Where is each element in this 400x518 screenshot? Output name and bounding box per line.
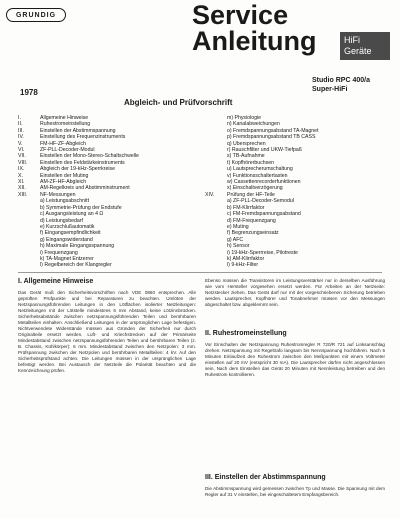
category-badge-line1: HiFi	[344, 35, 360, 45]
model-class: Super-HiFi	[312, 86, 348, 93]
toc-entry-label: b) Symmetrie-Prüfung der Endstufe	[40, 204, 122, 211]
section-divider	[18, 272, 382, 273]
toc-entry-label: n) Kanalabweichungen	[227, 121, 280, 128]
toc-entry-label: m) Physiologie	[227, 115, 262, 121]
toc-entry-number: IV.	[18, 134, 24, 141]
section-text-abstimm: Die Abstimmspannung wird gemessen zwischen Tp und Masse. Die Spannung mit dem Regler auf 31 V einstellen, bei eingeschaltetem Empfangsbereich.	[205, 486, 385, 497]
toc-entry-label: Ruhestromeinstellung	[40, 121, 91, 128]
toc-entry-label: u) Lautsprecherumschaltung	[227, 166, 293, 173]
toc-entry-number: XI.	[18, 179, 25, 186]
toc-entry-label: f) Eingangsempfindlichkeit	[40, 230, 101, 237]
toc-entry-label: AM-ZF-HF-Abgleich	[40, 179, 87, 186]
toc-entry-label: e) Kurzschlußautomatik	[40, 223, 95, 230]
brand-logo	[6, 8, 66, 22]
toc-entry-label: Einstellen der Abstimmspannung	[40, 127, 116, 134]
toc-entry-label: Allgemeine Hinweise	[40, 115, 89, 121]
toc-entry-label: h) Sensor	[227, 243, 250, 250]
toc-entry-label: s) TB-Aufnahme	[227, 153, 265, 160]
toc-entry-number: I.	[18, 115, 21, 121]
toc-entry-label: i) 19-kHz-Sperrreise, Pilotreste	[227, 249, 298, 256]
section-text-allgemeine: Das Gerät muß den Sicherheitsvorschriften nach VDE 0860 entsprechen. Alle geprüften Prüfpunkte und bei Reparaturen zu beachten. Umlöten der Netzspannungsführenden Leitungen in den Lötflächen isolierter Netzleitungen: Netzleitungen mit der Lötstelle mindestens 6 mm Abstand, keine Lötzinnbrücken. Sicherheitsabstände zwischen netzspannungsführenden Teilen und berührbaren Metallteilen einhalten. Anschließend Leitungen in der ursprünglichen Lage befestigen. Nichtverwendete Widerstände müssen aus Gründen der Sicherheit nur durch Originalteile ersetzt werden. Luft- und Kriechstrecken auf der Primärseite Mindestabstand zwischen netzspannungsführenden Teilen und berührbaren Teilen (z. B. Chassis, Kühlkörper): 6 mm. Mindestabstand zwischen den Netzpolen: 3 mm. Prüfspannung zwischen der Netzpolen und berührbaren Metallteilen: 4 kV. Auf den Sicherheitsprüfstand achten. Die Leitungen müssen in der ursprünglichen Lage befestigt werden. Bei Austausch der Netzteile die Polarität beachten und die Kennzeichnung prüfen.	[18, 290, 196, 373]
toc-entry-label: i) Frequenzgang	[40, 249, 78, 256]
model-name: Studio RPC 400/a	[312, 77, 370, 84]
toc-entry-label: k) TA-Magnet Entzerrer	[40, 255, 94, 262]
toc-entry-label: ZF-PLL-Decoder-Modul	[40, 147, 95, 154]
toc-left-column	[18, 115, 198, 269]
section-heading-allgemeine: I. Allgemeine Hinweise	[18, 278, 94, 285]
doc-year: 1978	[20, 88, 38, 97]
toc-entry-label: c) Ausgangsleistung an 4 Ω	[40, 211, 104, 218]
toc-entry-label: w) Cassettenrecorderfunktionen	[227, 179, 301, 186]
toc-entry-number: VII.	[18, 153, 26, 160]
toc-entry-label: Abgleich der 19-kHz-Sperrkreise	[40, 166, 115, 173]
toc-entry-label: x) Einschaltverzögerung	[227, 185, 283, 192]
toc-entry-label: Einstellen der Mono-Stereo-Schaltschwelle	[40, 153, 139, 160]
toc-entry-label: b) FM-Klirrfaktor	[227, 204, 265, 211]
toc-entry-label: a) ZF-PLL-Decoder-Semodul	[227, 198, 294, 205]
toc-entry-label: d) FM-Frequenzgang	[227, 217, 276, 224]
toc-entry-label: NF-Messungen	[40, 191, 76, 198]
toc-entry-label: r) Rauschfilter und UKW-Tiefpaß	[227, 147, 302, 154]
toc-entry-label: AM-Regelkreis und Abstimminstrument	[40, 185, 130, 192]
doc-title-line2: Anleitung	[192, 26, 317, 56]
toc-entry-number: XIV.	[205, 191, 215, 198]
toc-entry-number: XII.	[18, 185, 26, 192]
toc-entry-label: e) Muting	[227, 223, 249, 230]
toc-entry-label: g) AFC	[227, 236, 244, 243]
toc-entry-label: h) Maximale Eingangsspannung	[40, 243, 115, 250]
toc-entry	[205, 262, 385, 268]
toc-entry-number: II.	[18, 121, 23, 128]
toc-entry-label: Prüfung der HF-Teile	[227, 191, 275, 198]
toc-entry-label: Einstellung des Frequenzinstruments	[40, 134, 126, 141]
toc-entry	[18, 262, 198, 268]
toc-entry-number: VI.	[18, 147, 25, 154]
section-heading-abstimm: III. Einstellen der Abstimmspannung	[205, 474, 326, 481]
toc-entry-label: p) Fremdspannungsabstand TB CASS	[227, 134, 316, 141]
section-heading-ruhestrom: II. Ruhestromeinstellung	[205, 330, 287, 337]
toc-entry-label: g) Eingangswiderstand	[40, 236, 93, 243]
toc-entry-label: l) Regelbereich der Klangregler	[40, 262, 112, 269]
doc-title-line1: Service	[192, 0, 289, 30]
category-badge-line2: Geräte	[344, 46, 372, 56]
toc-entry-label: o) Fremdspannungsabstand TA-Magnet	[227, 127, 319, 134]
toc-entry-number: X.	[18, 172, 23, 179]
toc-entry-label: f) Begrenzungseinsatz	[227, 230, 279, 237]
section-text-continuation: Ebenso müssen die Transistoren im Leistungsverstärker nur in derselben Ausführung wie vom Hersteller vorgesehen ersetzt werden. Für Arbeiten an der Netzseite: Netzstecker ziehen. Das Gerät darf nur mit der vorgeschriebenen Sicherung betrieben werden. Lautsprecher, Kopfhörer und Tonabnehmer müssen vor den Messungen abgeschaltet bzw. abgeklemmt sein.	[205, 278, 385, 307]
toc-entry-number: V.	[18, 140, 23, 147]
toc-entry-number: VIII.	[18, 159, 28, 166]
toc-entry-number: IX.	[18, 166, 25, 173]
toc-entry-label: k) AM-Klirrfaktor	[227, 255, 265, 262]
section-text-ruhestrom: Vor Einschalten der Netzspannung Ruhestromregler R 720/R 721 auf Linksanschlag drehen. Netzspannung mit Regeltrafo langsam bis Nennspannung hochfahren. Nach 5 Minuten Einlaufzeit den Ruhestrom zwischen den Meßpunkten mit einem Voltmeter einstellen auf 20 mV (entspricht 30 mA). Die Lautsprecher dürfen nicht angeschlossen sein. Nach dem Einstellen das Gerät 20 Minuten mit Nennleistung betreiben und den Ruhestrom kontrollieren.	[205, 342, 385, 377]
toc-entry-label: a) Leistungsabschnitt	[40, 198, 90, 205]
toc-entry-label: t) Kopfhörerbuchsen	[227, 159, 275, 166]
toc-entry-label: c) FM-Fremdspannungsabstand	[227, 211, 301, 218]
toc-entry-number: III.	[18, 127, 24, 134]
model-info	[312, 76, 370, 94]
toc-entry-label: FM-HF-ZF-Abgleich	[40, 140, 86, 147]
toc-entry-label: Einstellen des Feldstärkeinstruments	[40, 159, 125, 166]
toc-entry-label: d) Leistungsbedarf	[40, 217, 83, 224]
toc-entry-label: Einstellen der Muting	[40, 172, 89, 179]
brand-logo-text: GRUNDIG	[15, 11, 57, 19]
toc-right-column	[205, 115, 385, 269]
doc-subtitle: Abgleich- und Prüfvorschrift	[124, 98, 233, 107]
toc-entry-label: l) 9-kHz-Filter	[227, 262, 259, 269]
toc-entry-number	[205, 262, 227, 268]
toc-entry-label: q) Übersprechen	[227, 140, 266, 147]
toc-entry-number: XIII.	[18, 191, 28, 198]
category-badge	[340, 32, 390, 60]
toc-entry-label: v) Funktionsschaltertasten	[227, 172, 288, 179]
